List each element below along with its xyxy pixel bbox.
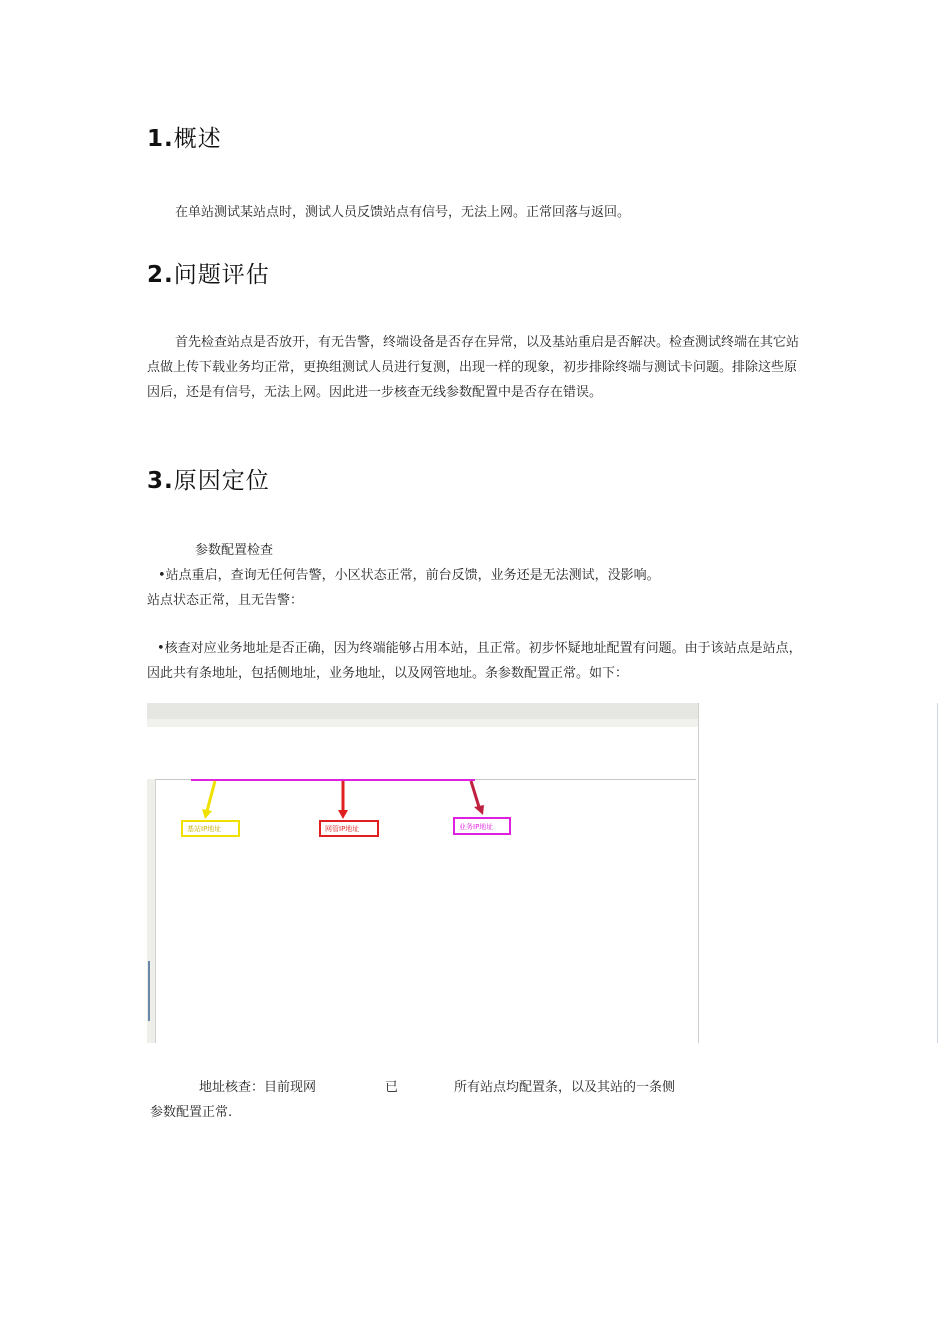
bullet-site-restart: •站点重启，查询无任何告警，小区状态正常，前台反馈，业务还是无法测试，没影响。: [158, 568, 660, 583]
footer-line-1a: 地址核查：目前现网: [199, 1080, 317, 1095]
red-arrowhead-icon: [338, 810, 348, 819]
footer-line-1b: 已: [385, 1080, 399, 1095]
label-text-red: 网管IP地址: [325, 825, 360, 833]
site-status-line: 站点状态正常，且无告警：: [147, 593, 304, 608]
label-text-magenta: 业务IP地址: [459, 823, 494, 831]
assessment-paragraph: 首先检查站点是否放开，有无告警，终端设备是否存在异常，以及基站重启是否解决。检查测试终端在其它站点做上传下载业务均正常，更换组测试人员进行复测，出现一样的现象，初步排除终端与测试卡问题。排除这些原因后，还是有信号，无法上网。因此进一步核查无线参数配置中是否存在错误。: [147, 335, 800, 400]
section-heading-overview: 1.概述: [147, 126, 222, 152]
page-edge-line: [937, 703, 938, 1043]
param-check-subheading: 参数配置检查: [195, 543, 274, 558]
magenta-arrowhead-icon: [474, 805, 484, 815]
section-heading-assessment: 2.问题评估: [147, 262, 270, 288]
yellow-arrow-icon: [207, 781, 215, 811]
bullet-address-check: •核查对应业务地址是否正确，因为终端能够占用本站，且正常。初步怀疑地址配置有问题。由于该站点是站点，因此共有条地址，包括侧地址，业务地址，以及网管地址。条参数配置正常。如下：: [147, 641, 802, 681]
clip-strip: [0, 1090, 950, 1094]
footer-line-1c: 所有站点均配置条，以及其站的一条侧: [454, 1080, 676, 1095]
footer-line-2: 参数配置正常.: [150, 1105, 233, 1120]
annotation-layer: [147, 703, 698, 1043]
label-text-yellow: 基站IP地址: [187, 825, 222, 833]
embedded-screenshot: [147, 703, 699, 1043]
section-heading-cause: 3.原因定位: [147, 468, 270, 494]
yellow-arrowhead-icon: [202, 809, 212, 819]
magenta-arrow-icon: [471, 781, 479, 807]
overview-paragraph: 在单站测试某站点时，测试人员反馈站点有信号，无法上网。正常回落与返回。: [175, 205, 631, 220]
